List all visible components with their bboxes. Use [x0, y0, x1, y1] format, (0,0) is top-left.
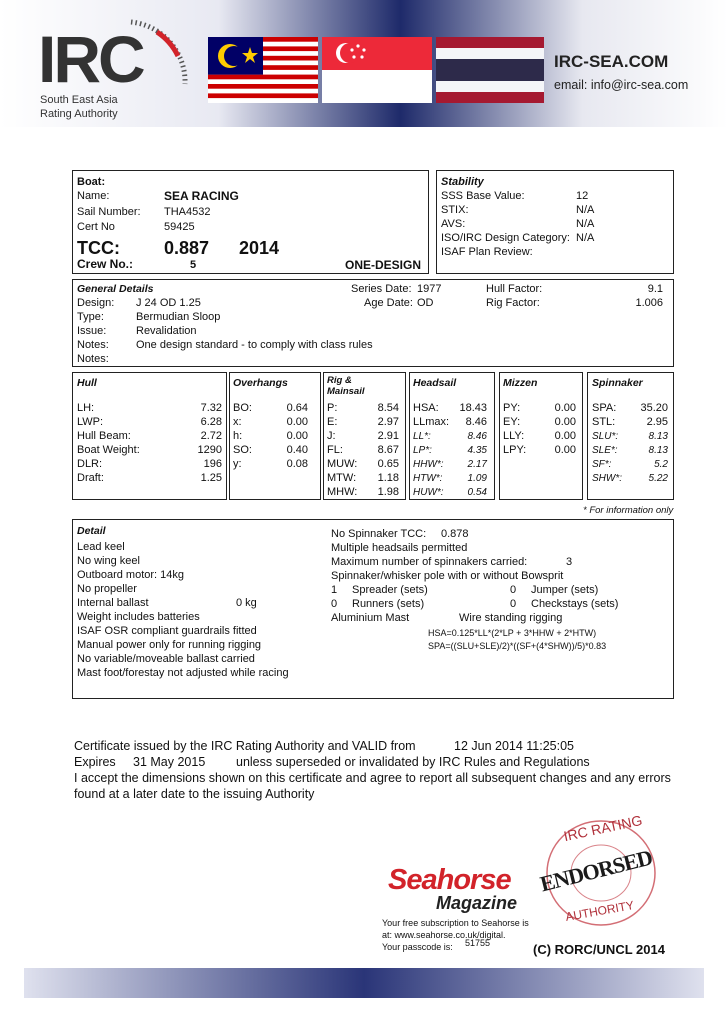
ballast-value: 0 kg: [236, 597, 257, 609]
hull-label: LWP:: [77, 416, 104, 428]
expires-label: Expires: [74, 755, 116, 769]
notes-label: Notes:: [77, 339, 109, 351]
mizzen-value: 0.00: [554, 402, 576, 414]
cert-line1: Certificate issued by the IRC Rating Authority and VALID from: [74, 739, 416, 753]
rig-value: 1.18: [377, 472, 399, 484]
overhangs-value: 0.64: [286, 402, 308, 414]
spinnaker-label: SLU*:: [592, 431, 619, 442]
spinnaker-label: STL:: [592, 416, 616, 428]
headsail-value: 0.54: [467, 487, 487, 498]
stability-heading: Stability: [441, 176, 484, 188]
spinnaker-heading: Spinnaker: [592, 377, 643, 389]
tcc-label: TCC:: [77, 238, 120, 258]
type-value: Bermudian Sloop: [136, 311, 221, 323]
detail-item: Outboard motor: 14kg: [77, 569, 185, 581]
logo-sub1: South East Asia: [40, 94, 118, 106]
logo-sub2: Rating Authority: [40, 108, 118, 120]
cert-line4: found at a later date to the issuing Authority: [74, 787, 315, 801]
spinnaker-value: 5.22: [648, 473, 668, 484]
cert-label: Cert No: [77, 221, 115, 233]
headsail-value: 1.09: [467, 473, 487, 484]
type-label: Type:: [77, 311, 104, 323]
spinnaker-value: 2.95: [646, 416, 668, 428]
spreader-label: Spreader (sets): [352, 584, 428, 596]
hull-value: 7.32: [200, 402, 222, 414]
rig-value: 2.97: [377, 416, 399, 428]
overhangs-label: BO:: [233, 402, 252, 414]
hull-value: 6.28: [200, 416, 222, 428]
detail-item: Internal ballast: [77, 597, 149, 609]
seahorse-brand: Seahorse: [388, 864, 511, 896]
spinnaker-label: SF*:: [592, 459, 612, 470]
runners-label: Runners (sets): [352, 598, 425, 610]
rig-factor-label: Rig Factor:: [486, 297, 540, 309]
runners-count: 0: [331, 598, 338, 610]
sail-label: Sail Number:: [77, 206, 141, 218]
max-spin-value: 3: [566, 556, 573, 568]
overhangs-label: SO:: [233, 444, 252, 456]
thailand-flag-icon: [436, 37, 544, 103]
headsail-label: LP*:: [413, 445, 432, 456]
rig-factor-value: 1.006: [635, 297, 663, 309]
singapore-flag-icon: [322, 37, 432, 103]
crew-number: 5: [190, 259, 197, 271]
seahorse-line2: at: www.seahorse.co.uk/digital.: [382, 930, 506, 940]
rig-label: FL:: [327, 444, 343, 456]
jumper-count: 0: [510, 584, 517, 596]
passcode: 51755: [465, 938, 491, 948]
design-label: Design:: [77, 297, 115, 309]
age-label: Age Date:: [364, 297, 413, 309]
website: IRC-SEA.COM: [554, 52, 669, 71]
spinnaker-value: 5.2: [654, 459, 668, 470]
mizzen-label: PY:: [503, 402, 521, 414]
headsail-label: HTW*:: [413, 473, 443, 484]
headsail-label: LLmax:: [413, 416, 450, 428]
mast-type: Aluminium Mast: [331, 612, 410, 624]
detail-item: Lead keel: [77, 541, 125, 553]
detail-item: No wing keel: [77, 555, 140, 567]
overhangs-value: 0.08: [286, 458, 308, 470]
stability-value: N/A: [576, 204, 595, 216]
overhangs-heading: Overhangs: [233, 377, 288, 389]
tcc-year: 2014: [239, 238, 280, 258]
footer-band: [24, 968, 704, 998]
hsa-formula: HSA=0.125*LL*(2*LP + 3*HHW + 2*HTW): [428, 628, 597, 638]
stability-label: SSS Base Value:: [441, 190, 525, 202]
rig-value: 2.91: [377, 430, 399, 442]
mizzen-heading: Mizzen: [503, 377, 538, 389]
hull-value: 196: [203, 458, 222, 470]
notes2-label: Notes:: [77, 353, 109, 365]
headsail-value: 8.46: [465, 416, 487, 428]
pole: Spinnaker/whisker pole with or without Bowsprit: [331, 570, 564, 582]
headsail-value: 2.17: [467, 459, 487, 470]
overhangs-label: x:: [233, 416, 242, 428]
hull-label: DLR:: [77, 458, 103, 470]
overhangs-label: h:: [233, 430, 243, 442]
checkstays-label: Checkstays (sets): [531, 598, 619, 610]
mizzen-value: 0.00: [554, 430, 576, 442]
rig-value: 0.65: [377, 458, 399, 470]
overhangs-value: 0.00: [286, 430, 308, 442]
expires-date: 31 May 2015: [133, 755, 206, 769]
jumper-label: Jumper (sets): [531, 584, 599, 596]
no-spin-value: 0.878: [441, 528, 469, 540]
hull-value: 1290: [197, 444, 222, 456]
mizzen-label: EY:: [503, 416, 521, 428]
overhangs-label: y:: [233, 458, 242, 470]
info-note: * For information only: [583, 505, 674, 516]
stability-value: 12: [576, 190, 589, 202]
copyright: (C) RORC/UNCL 2014: [533, 942, 665, 957]
multi-headsails: Multiple headsails permitted: [331, 542, 468, 554]
spreader-count: 1: [331, 584, 338, 596]
name-label: Name:: [77, 190, 110, 202]
stability-label: ISAF Plan Review:: [441, 246, 533, 258]
cert-number: 59425: [164, 221, 195, 233]
headsail-heading: Headsail: [413, 377, 457, 389]
overhangs-value: 0.40: [286, 444, 308, 456]
headsail-label: HUW*:: [413, 487, 444, 498]
general-heading: General Details: [77, 283, 154, 295]
cert-line3: I accept the dimensions shown on this certificate and agree to report all subsequent changes and any errors: [74, 771, 671, 785]
malaysia-flag-icon: [208, 37, 318, 103]
checkstays-count: 0: [510, 598, 517, 610]
endorsed-stamp: [531, 812, 671, 934]
rig-value: 8.54: [377, 402, 399, 414]
stamp-middle: ENDORSED: [537, 844, 655, 897]
irc-logo: [38, 14, 198, 122]
headsail-value: 4.35: [467, 445, 487, 456]
hull-label: Hull Beam:: [77, 430, 131, 442]
seahorse-line3: Your passcode is:: [382, 942, 453, 952]
hull-label: LH:: [77, 402, 95, 414]
cert-line2: unless superseded or invalidated by IRC Rules and Regulations: [236, 755, 590, 769]
detail-item: Weight includes batteries: [77, 611, 200, 623]
design-type: ONE-DESIGN: [345, 258, 422, 272]
hull-factor-label: Hull Factor:: [486, 283, 543, 295]
spinnaker-label: SPA:: [592, 402, 617, 414]
mizzen-value: 0.00: [554, 416, 576, 428]
headsail-label: HHW*:: [413, 459, 444, 470]
spinnaker-value: 8.13: [648, 445, 668, 456]
hull-value: 1.25: [200, 472, 222, 484]
stamp-bottom: AUTHORITY: [564, 898, 636, 924]
email: email: info@irc-sea.com: [554, 78, 689, 92]
stability-label: ISO/IRC Design Category:: [441, 232, 570, 244]
seahorse-line1: Your free subscription to Seahorse is: [382, 918, 529, 928]
rig-label: E:: [327, 416, 338, 428]
stability-value: N/A: [576, 232, 595, 244]
rig-heading2: Mainsail: [327, 386, 365, 397]
max-spin-label: Maximum number of spinnakers carried:: [331, 556, 528, 568]
headsail-value: 18.43: [459, 402, 487, 414]
no-spin-label: No Spinnaker TCC:: [331, 528, 427, 540]
detail-item: ISAF OSR compliant guardrails fitted: [77, 625, 257, 637]
stability-value: N/A: [576, 218, 595, 230]
rig-heading1: Rig &: [327, 375, 352, 386]
hull-label: Draft:: [77, 472, 104, 484]
spinnaker-label: SHW*:: [592, 473, 622, 484]
spinnaker-label: SLE*:: [592, 445, 618, 456]
stability-label: STIX:: [441, 204, 469, 216]
hull-value: 2.72: [200, 430, 222, 442]
issue-value: Revalidation: [136, 325, 197, 337]
hull-factor-value: 9.1: [647, 283, 663, 295]
rig-label: P:: [327, 402, 338, 414]
hull-heading: Hull: [77, 377, 97, 389]
crew-label: Crew No.:: [77, 257, 134, 271]
mizzen-label: LPY:: [503, 444, 527, 456]
headsail-label: LL*:: [413, 431, 431, 442]
stability-label: AVS:: [441, 218, 466, 230]
detail-item: Mast foot/forestay not adjusted while racing: [77, 667, 289, 679]
boat-heading: Boat:: [77, 176, 106, 188]
issue-label: Issue:: [77, 325, 107, 337]
rig-label: MHW:: [327, 486, 358, 498]
detail-item: No variable/moveable ballast carried: [77, 653, 255, 665]
rig-label: MUW:: [327, 458, 358, 470]
hull-label: Boat Weight:: [77, 444, 140, 456]
tcc-value: 0.887: [164, 238, 210, 258]
spa-formula: SPA=((SLU+SLE)/2)*((SF+(4*SHW))/5)*0.83: [428, 641, 607, 651]
notes-value: One design standard - to comply with class rules: [136, 339, 373, 351]
rigging-type: Wire standing rigging: [459, 612, 563, 624]
spinnaker-value: 8.13: [648, 431, 668, 442]
detail-heading: Detail: [77, 525, 106, 537]
logo-text: IRC: [38, 22, 143, 96]
detail-item: No propeller: [77, 583, 137, 595]
overhangs-value: 0.00: [286, 416, 308, 428]
spinnaker-value: 35.20: [640, 402, 668, 414]
boat-name: SEA RACING: [164, 189, 239, 203]
headsail-value: 8.46: [467, 431, 487, 442]
seahorse-magazine: Magazine: [436, 893, 518, 913]
rig-value: 1.98: [377, 486, 399, 498]
sail-number: THA4532: [164, 206, 211, 218]
mizzen-label: LLY:: [503, 430, 525, 442]
valid-from: 12 Jun 2014 11:25:05: [454, 739, 575, 753]
headsail-label: HSA:: [413, 402, 439, 414]
stamp-top: IRC RATING: [562, 811, 644, 845]
series-label: Series Date:: [351, 283, 412, 295]
series-value: 1977: [417, 283, 442, 295]
age-value: OD: [417, 297, 434, 309]
design-value: J 24 OD 1.25: [136, 297, 201, 309]
rig-label: MTW:: [327, 472, 357, 484]
detail-item: Manual power only for running rigging: [77, 639, 262, 651]
rig-label: J:: [327, 430, 336, 442]
rig-value: 8.67: [377, 444, 399, 456]
mizzen-value: 0.00: [554, 444, 576, 456]
